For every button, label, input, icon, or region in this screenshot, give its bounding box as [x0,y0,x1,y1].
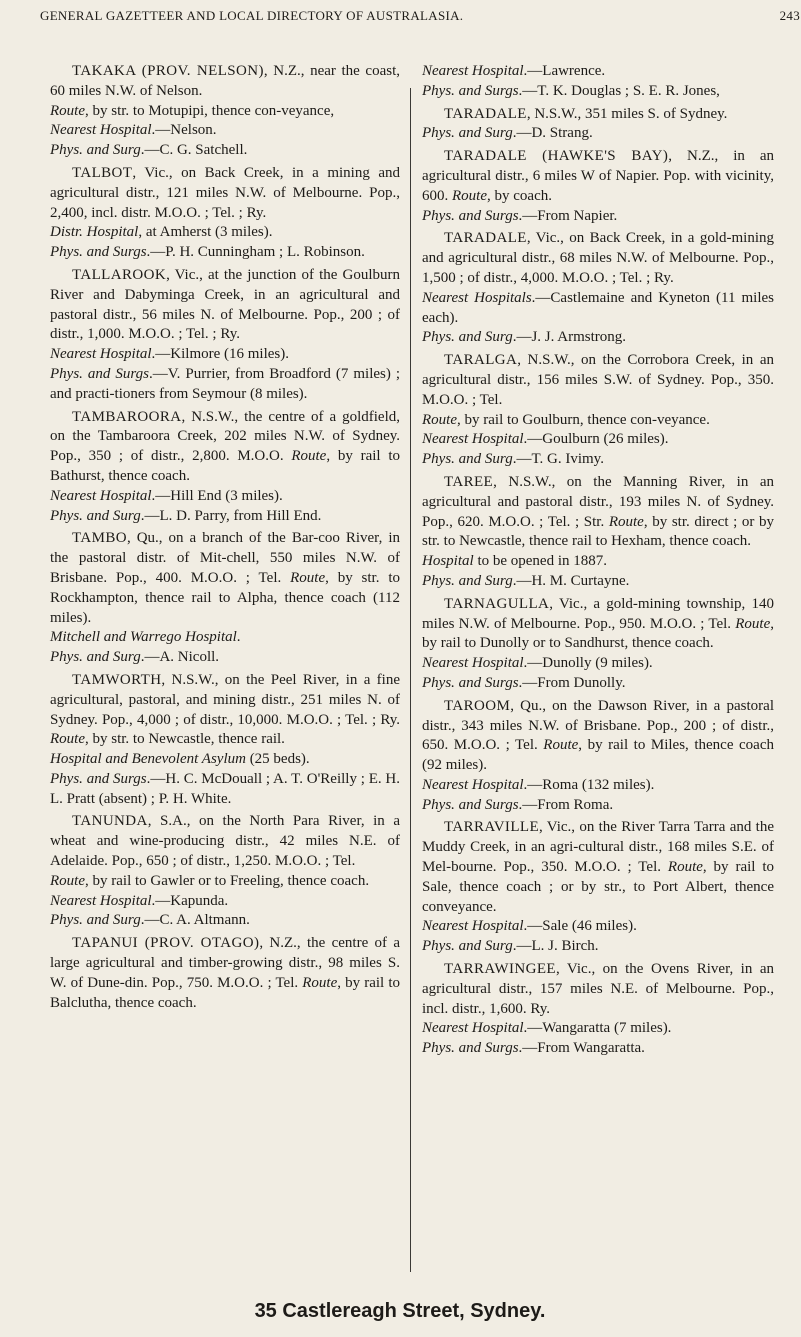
entry-detail-text: .—From Napier. [518,207,618,224]
publisher-address: 35 Castlereagh Street, Sydney. [254,1300,546,1322]
entry-detail-text: .—Kilmore (16 miles). [151,346,290,363]
entry-detail-text: .—Sale (46 miles). [523,918,637,935]
entry-detail-label: Nearest Hospital [422,655,524,672]
entry-route-text: , by rail to Balclutha, thence coach. [50,974,401,1011]
entry-place-name: TALLAROOK [72,266,167,283]
entry-detail-label: Nearest Hospital [50,892,152,909]
entry-detail-line [422,82,774,102]
entry-detail-label: Phys. and Surg [422,938,513,955]
entry-place-name: TARADALE [444,105,527,122]
entry-route-text: , by rail to Bathurst, thence coach. [50,448,400,484]
gazetteer-entry [422,62,774,102]
entry-detail-line [422,552,774,572]
entry-detail-line [422,1019,774,1039]
entry-detail-line [422,411,774,431]
entry-detail-line [422,674,774,694]
gazetteer-entry [50,934,400,1013]
gazetteer-entry [50,266,400,405]
entry-detail-text: .—T. G. Ivimy. [512,451,604,468]
entry-route-label: Route [543,737,579,754]
entry-detail-label: Phys. and Surg [422,572,513,589]
entry-detail-text: .—Kapunda. [151,892,229,909]
column-divider [410,88,411,1272]
entry-description: , N.Z., the centre of a large agricultural and timber-growing distr., 98 miles S. W. of Dune-din. Pop., 750. M.O.O. ; Tel. [50,935,401,991]
entry-detail-text: .—Nelson. [151,122,217,139]
entry-detail-text: .—D. Strang. [512,125,593,142]
entry-detail-line [50,770,400,810]
entry-detail-label: Phys. and Surgs [422,674,519,691]
entry-detail-text: .—C. A. Altmann. [140,912,250,929]
entry-detail-text: .—P. H. Cunningham ; L. Robinson. [146,244,365,261]
entry-detail-text: (25 beds). [245,751,310,768]
entry-detail-text: .—J. J. Armstrong. [512,329,627,346]
entry-detail-line [422,450,774,470]
entry-detail-text: , by rail to Gawler or to Freeling, thence coach. [85,872,370,889]
entry-detail-label: Nearest Hospital [422,63,524,79]
entry-route-label: Route [50,731,85,748]
entry-detail-line [50,121,400,141]
entry-place-name: TARADALE [444,230,527,247]
gazetteer-entry [50,529,400,668]
entry-detail-label: Hospital and Benevolent Asylum [50,751,246,768]
gazetteer-entry [422,229,774,348]
entry-detail-text: .—A. Nicoll. [140,649,220,666]
entry-detail-text: .—C. G. Satchell. [140,142,248,159]
entry-route-label: Route [667,859,703,876]
entry-detail-text: .—T. K. Douglas ; S. E. R. Jones, [518,82,720,99]
right-column [422,62,774,1062]
entry-detail-label: Mitchell and Warrego Hospital [50,629,237,646]
gazetteer-entry [50,62,400,161]
entry-detail-label: Phys. and Surg [50,142,141,159]
entry-detail-label: Nearest Hospital [50,487,152,504]
entry-detail-text: .—Lawrence. [523,63,606,79]
entry-detail-text: .—H. M. Curtayne. [512,572,630,589]
entry-route-text: , by rail to Sale, thence coach ; or by str., to Port Albert, thence conveyance. [422,859,775,915]
entry-route-text: , by str. to Rockhampton, thence rail to Alpha, thence coach (112 miles). [50,569,400,626]
entry-place-name: TAREE [444,473,494,490]
page-number: 243 [779,8,800,23]
entry-description: , Qu., on a branch of the Bar-coo River, in the pastoral distr. of Mit-chell, 550 miles N.W. of Brisbane. Pop., 400. M.O.O. ; Tel. [50,530,400,586]
entry-place-name: TARRAWINGEE [444,961,556,978]
entry-detail-text: to be opened in 1887. [473,553,607,570]
gazetteer-entry [422,473,774,592]
entry-detail-label: Nearest Hospital [50,346,152,363]
entry-place-name: TAMBO [72,530,127,547]
entry-detail-line [50,872,400,892]
entry-place-name: TARRAVILLE [444,819,540,836]
entry-detail-label: Route [50,102,85,119]
entry-detail-text: .—Dunolly (9 miles). [523,655,653,672]
entry-detail-label: Distr. Hospital [50,224,139,241]
entry-detail-text: .—From Wangaratta. [518,1040,645,1057]
entry-detail-line [422,572,774,592]
entry-detail-text: .—H. C. McDouall ; A. T. O'Reilly ; E. H. L. Pratt (absent) ; P. H. White. [50,770,400,807]
entry-description: , N.Z., near the coast, 60 miles N.W. of Nelson. [50,63,400,99]
entry-detail-line [50,365,400,405]
entry-detail-line [50,223,400,243]
entry-detail-line [50,141,400,161]
gazetteer-entry [422,818,774,957]
entry-detail-text: .—Wangaratta (7 miles). [523,1020,672,1037]
gazetteer-entry [422,697,774,816]
entry-route-label: Route [302,974,338,991]
entry-detail-text: .—L. J. Birch. [512,938,599,955]
entry-detail-label: Phys. and Surgs [422,207,519,224]
entry-detail-line [50,345,400,365]
entry-description: , N.S.W., on the Peel River, in a fine agricultural, pastoral, and mining distr., 251 miles N. of Sydney. Pop., 4,000 ; of distr., 10,000. M.O.O. ; Tel. ; Ry. [50,671,400,728]
entry-detail-text: .—V. Purrier, from Broadford (7 miles) ; and practi-tioners from Seymour (8 miles). [50,365,400,402]
entry-route-label: Route [290,569,326,586]
entry-description: , N.Z., in an agricultural distr., 6 miles W of Napier. Pop. with vicinity, 600. [422,148,774,204]
entry-detail-text: .—From Roma. [518,796,614,813]
entry-route-label: Route [735,615,771,632]
entry-detail-line [422,776,774,796]
entry-route-label: Route [291,448,327,465]
entry-detail-line [50,243,400,263]
entry-detail-text: .—Goulburn (26 miles). [523,431,669,448]
entry-detail-text: , by rail to Goulburn, thence con-veyance. [457,411,710,428]
entry-detail-text: .—Hill End (3 miles). [151,487,283,504]
entry-detail-label: Route [422,411,457,428]
entry-detail-label: Route [50,872,85,889]
entry-route-text: , by coach. [487,187,552,204]
running-header [40,8,800,24]
gazetteer-entry [50,408,400,527]
entry-route-text: , by str. direct ; or by str. to Newcastle, thence rail to Hexham, thence coach. [422,513,775,550]
entry-route-text: , by rail to Dunolly or to Sandhurst, thence coach. [422,615,774,652]
entry-detail-line [422,207,774,227]
entry-detail-line [422,796,774,816]
entry-detail-text: . [236,629,241,646]
gazetteer-entry [422,147,774,226]
entry-detail-label: Phys. and Surg [422,451,513,468]
entry-detail-text: , by str. to Motupipi, thence con-veyance, [85,102,335,119]
entry-detail-label: Phys. and Surgs [422,796,519,813]
entry-place-name: TARNAGULLA [444,595,550,612]
entry-detail-text: , at Amherst (3 miles). [138,224,273,241]
entry-detail-line [422,1039,774,1059]
entry-description: , S.A., on the North Para River, in a wheat and wine-producing distr., 42 miles N.E. of Adelaide. Pop., 650 ; of distr., 1,250. M.O.O. ; Tel. [50,813,400,870]
entry-detail-label: Phys. and Surg [50,649,141,666]
entry-detail-label: Nearest Hospital [422,1020,524,1037]
gazetteer-entry [422,960,774,1059]
page-title: GENERAL GAZETTEER AND LOCAL DIRECTORY OF AUSTRALASIA. [40,8,464,23]
entry-detail-line [50,892,400,912]
entry-route-text: , by rail to Miles, thence coach (92 miles). [422,737,774,774]
entry-detail-line [422,654,774,674]
entry-detail-label: Phys. and Surgs [422,1040,519,1057]
gazetteer-entry [50,671,400,810]
entry-detail-label: Hospital [422,553,474,570]
entry-detail-line [422,937,774,957]
entry-detail-line [422,430,774,450]
gazetteer-entry [50,164,400,263]
entry-description: , Vic., on the Ovens River, in an agricultural distr., 157 miles N.E. of Melbourne. Pop., incl. distr., 1,600. Ry. [422,961,774,1017]
entry-detail-label: Phys. and Surg [422,125,513,142]
entry-detail-line [422,328,774,348]
entry-place-name: TAMBAROORA [72,408,182,425]
entry-detail-label: Phys. and Surg [50,912,141,929]
entry-detail-line [422,62,774,82]
entry-detail-line [50,911,400,931]
entry-detail-line [422,917,774,937]
entry-place-name: TAMWORTH [72,671,162,688]
entry-detail-text: .—From Dunolly. [518,674,626,691]
entry-detail-line [422,289,774,329]
entry-description: , Qu., on the Dawson River, in a pastoral distr., 343 miles N.W. of Brisbane. Pop., 200 ; of distr., 650. M.O.O. ; Tel. [422,697,774,754]
entry-description: , N.S.W., on the Corrobora Creek, in an agricultural distr., 156 miles S.W. of Sydney. Pop., 350. M.O.O. ; Tel. [422,352,774,408]
entry-place-name: TAPANUI (PROV. OTAGO) [72,935,260,952]
entry-detail-label: Phys. and Surg [422,329,513,346]
entry-place-name: TAROOM [444,697,511,714]
entry-place-name: TALBOT [72,164,133,181]
entry-detail-label: Nearest Hospital [422,918,524,935]
entry-description: , N.S.W., the centre of a goldfield, on the Tambaroora Creek, 202 miles N.W. of Sydney. Pop., 350 ; of distr., 2,800. M.O.O. [50,408,400,465]
entry-detail-label: Nearest Hospitals [422,289,532,306]
entry-detail-line [422,124,774,144]
entry-detail-label: Phys. and Surgs [50,244,147,261]
entry-detail-line [50,648,400,668]
entry-detail-label: Nearest Hospital [422,431,524,448]
entry-description: , Vic., at the junction of the Goulburn River and Dabyminga Creek, in an agricultural and pastoral distr., 56 miles N. of Melbourne. Pop., 200 ; of distr., 1,000. M.O.O. ; Tel. ; Ry. [50,266,400,343]
entry-detail-text: .—L. D. Parry, from Hill End. [140,507,322,524]
entry-detail-line [50,102,400,122]
entry-description: , Vic., on the River Tarra Tarra and the Muddy Creek, in an agri-cultural distr., 168 miles S.E. of Mel-bourne. Pop., 350. M.O.O. ; Tel. [422,819,774,876]
gazetteer-entry [422,595,774,694]
entry-detail-text: .—Castlemaine and Kyneton (11 miles each). [422,289,774,326]
entry-route-text: , by str. to Newcastle, thence rail. [85,731,285,748]
gazetteer-entry [50,812,400,931]
entry-detail-line [50,750,400,770]
entry-description: , N.S.W., 351 miles S. of Sydney. [526,105,728,122]
entry-route-label: Route [608,513,644,530]
entry-place-name: TANUNDA [72,813,148,830]
entry-detail-text: .—Roma (132 miles). [523,776,655,793]
entry-place-name: TARALGA [444,352,518,369]
entry-detail-label: Phys. and Surg [50,507,141,524]
entry-detail-label: Phys. and Surgs [50,770,147,787]
entry-description: , Vic., a gold-mining township, 140 miles N.W. of Melbourne. Pop., 950. M.O.O. ; Tel. [422,595,774,632]
entry-place-name: TAKAKA (PROV. NELSON) [72,63,264,79]
gazetteer-entry [422,351,774,470]
entry-detail-label: Nearest Hospital [422,776,524,793]
entry-detail-line [50,487,400,507]
entry-detail-label: Nearest Hospital [50,122,152,139]
entry-place-name: TARADALE (HAWKE'S BAY) [444,148,669,165]
entry-description: , Vic., on Back Creek, in a mining and agricultural distr., 121 miles N.W. of Melbourne. Pop., 2,400, incl. distr. M.O.O. ; Tel. ; Ry. [50,164,400,221]
left-column [50,62,400,1016]
entry-description: , N.S.W., on the Manning River, in an agricultural and pastoral distr., 193 miles N. of Sydney. Pop., 620. M.O.O. ; Tel. ; Str. [422,473,774,530]
entry-detail-line [50,507,400,527]
entry-detail-line [50,628,400,648]
entry-description: , Vic., on Back Creek, in a gold-mining and agricultural distr., 68 miles N.W. of Melbourne. Pop., 1,500 ; of distr., 4,000. M.O.O. ; Tel. ; Ry. [422,230,774,286]
entry-route-label: Route [452,187,487,204]
entry-detail-label: Phys. and Surgs [422,82,519,99]
gazetteer-entry [422,105,774,145]
entry-detail-label: Phys. and Surgs [50,365,149,382]
